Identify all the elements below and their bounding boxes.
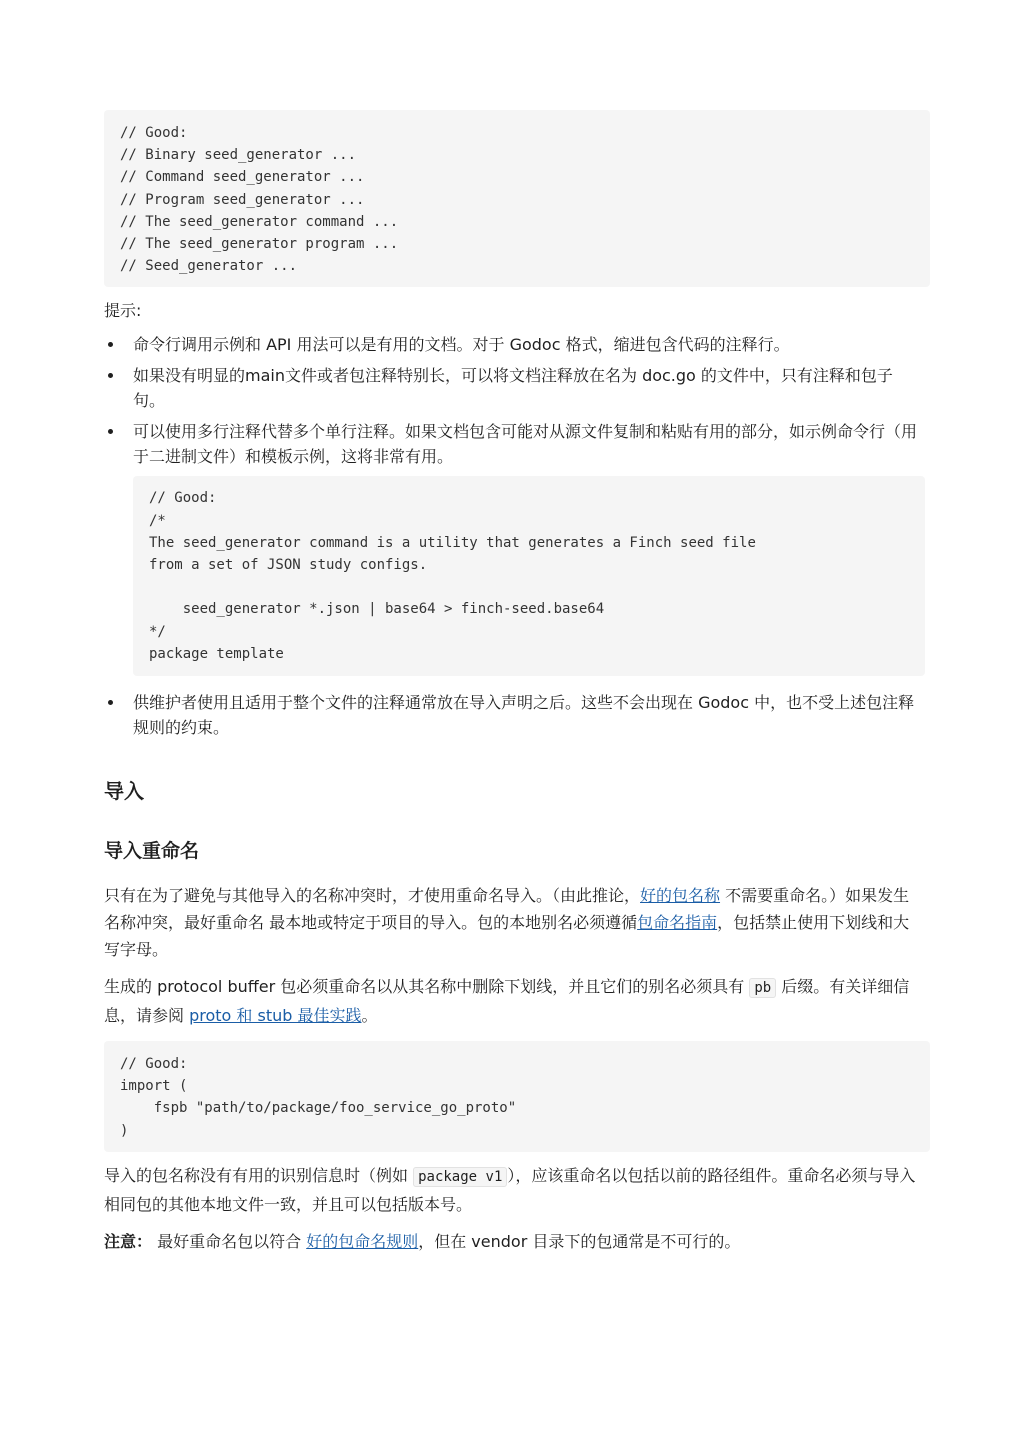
code-block-import: // Good: import ( fspb "path/to/package/foo_service_go_proto" ) [104, 1041, 930, 1152]
link-package-naming-guide[interactable]: 包命名指南 [637, 913, 718, 933]
paragraph-text: 导入的包名称没有有用的识别信息时（例如 [104, 1165, 414, 1185]
heading-import-renaming: 导入重命名 [104, 840, 200, 863]
list-item [104, 419, 922, 676]
bullet-icon [108, 700, 113, 705]
list-item-text: 如果没有明显的main文件或者包注释特别长，可以将文档注释放在名为 doc.go 的文件中，只有注释和包子句。 [133, 366, 893, 411]
paragraph-text: ，包括禁止使用下划线和大写字母。 [104, 913, 910, 960]
code-block-multiline-comment: // Good: /* The seed_generator command is a utility that generates a Finch seed file from a set of JSON study configs. seed_generator *.json | base64 > finch-seed.base64 */ package template [133, 476, 925, 676]
link-proto-stub-best-practices[interactable]: proto 和 stub 最佳实践 [189, 1006, 362, 1026]
paragraph-text: 后缀。有关详细信息，请参阅 [104, 977, 910, 1026]
list-item-text: 命令行调用示例和 API 用法可以是有用的文档。对于 Godoc 格式，缩进包含代码的注释行。 [133, 335, 790, 355]
document-content [104, 110, 922, 1255]
paragraph-text: ，但在 vendor 目录下的包通常是不可行的。 [418, 1231, 741, 1251]
inline-code: pb [749, 978, 776, 998]
paragraph-text: 生成的 protocol buffer 包必须重命名以从其名称中删除下划线，并且它们的别名必须具有 [104, 977, 750, 997]
paragraph-text: 最好重命名包以符合 [152, 1231, 307, 1251]
list-item-text: 可以使用多行注释代替多个单行注释。如果文档包含可能对从源文件复制和粘贴有用的部分，如示例命令行（用于二进制文件）和模板示例，这将非常有用。 [133, 422, 918, 467]
code-block-good-examples: // Good: // Binary seed_generator ... // Command seed_generator ... // Program seed_generator ... // The seed_generator command ... // The seed_generator program ... // Seed_generator ... [104, 110, 930, 287]
paragraph-rename [104, 882, 922, 963]
bullet-icon [108, 342, 113, 347]
note-label: 注意： [104, 1231, 153, 1251]
tips-label: 提示: [104, 301, 142, 321]
list-item [104, 690, 922, 740]
paragraph-text: 只有在为了避免与其他导入的名称冲突时，才使用重命名导入。（由此推论， [104, 886, 641, 906]
list-item [104, 363, 922, 413]
link-good-package-names[interactable]: 好的包名称 [640, 886, 721, 906]
inline-code: package v1 [413, 1167, 507, 1187]
paragraph-text: ），应该重命名以包括以前的路径组件。重命名必须与导入相同包的其他本地文件一致，并且可以包括版本号。 [104, 1165, 916, 1214]
paragraph-text: 不需要重命名。）如果发生名称冲突，最好重命名 最本地或特定于项目的导入。包的本地别名必须遵循 [104, 886, 910, 933]
bullet-icon [108, 429, 113, 434]
paragraph-protobuf [104, 973, 922, 1029]
list-item-text: 供维护者使用且适用于整个文件的注释通常放在导入声明之后。这些不会出现在 Godoc 中，也不受上述包注释规则的约束。 [133, 693, 915, 738]
list-item [104, 332, 922, 357]
heading-imports: 导入 [104, 779, 144, 804]
tips-list [104, 332, 922, 740]
paragraph-text: 。 [361, 1006, 378, 1026]
paragraph-package-version [104, 1162, 922, 1218]
bullet-icon [108, 373, 113, 378]
link-good-package-naming-rules[interactable]: 好的包命名规则 [306, 1231, 419, 1251]
paragraph-note [104, 1228, 922, 1255]
